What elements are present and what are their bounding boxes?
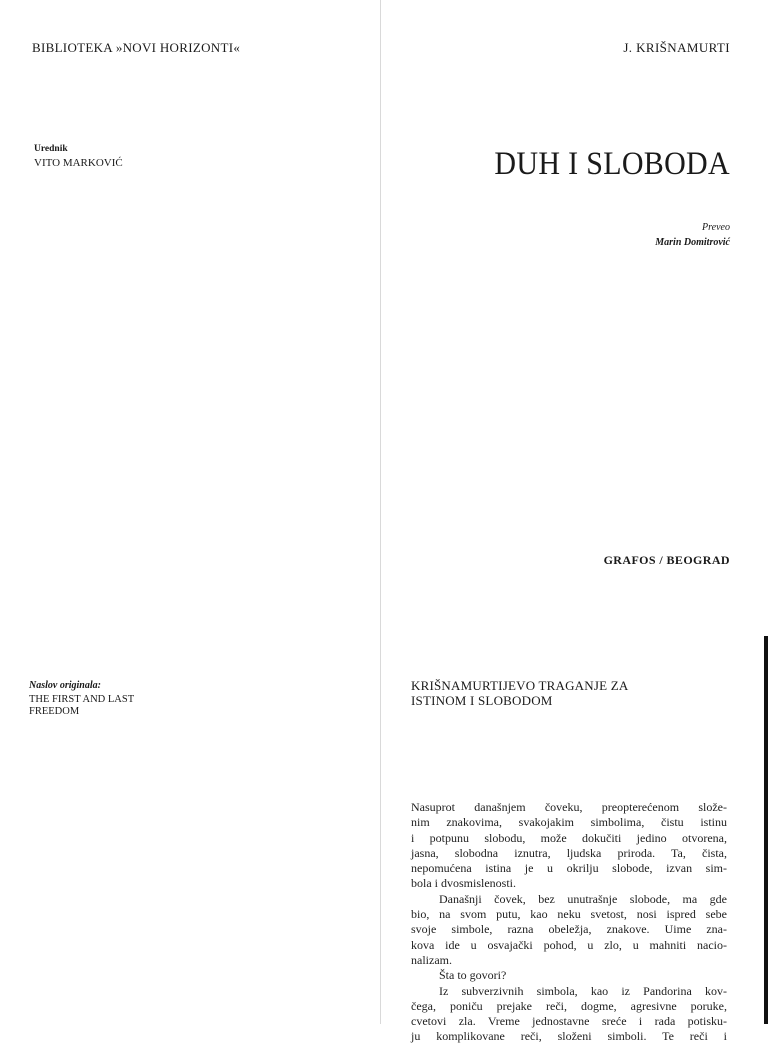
body-line: nalizam. (411, 952, 452, 967)
author-name: J. KRIŠNAMURTI (623, 40, 730, 55)
body-line: svoje simbole, razna obeležja, znakove. Uime zna- (411, 922, 727, 937)
body-line: bio, na svom putu, kao neku svetost, nosi ispred sebe (411, 907, 727, 922)
essay-title-line: KRIŠNAMURTIJEVO TRAGANJE ZA (411, 678, 629, 693)
body-line: nepomućena istina je u okrilju slobode, izvan sim- (411, 861, 727, 876)
book-title: DUH I SLOBODA (494, 146, 730, 182)
essay-body (411, 800, 727, 1045)
page-fold (380, 0, 381, 1024)
body-line: Nasuprot današnjem čoveku, preopterećenom slože- (411, 800, 727, 814)
translator-name: Marin Domitrović (655, 237, 730, 248)
translator-label: Preveo (702, 222, 730, 233)
body-line: jasna, slobodna iznutra, ljudska priroda. Ta, čista, (411, 845, 727, 860)
page-edge-shadow (764, 636, 768, 1024)
body-line: Iz subverzivnih simbola, kao iz Pandorina kov- (439, 983, 727, 998)
body-line: ju komplikovane reči, složeni simboli. Te reči i (411, 1029, 727, 1044)
body-line: kova ide u osvajački pohod, u zlo, u mahniti nacio- (411, 937, 727, 952)
body-line: i potpunu slobodu, može dokučiti jedino otvorena, (411, 830, 727, 845)
original-title-label: Naslov originala: (29, 680, 101, 691)
editor-label: Urednik (34, 144, 68, 154)
editor-name: VITO MARKOVIĆ (34, 157, 123, 169)
series-name: BIBLIOTEKA »NOVI HORIZONTI« (32, 40, 241, 55)
essay-title-line: ISTINOM I SLOBODOM (411, 693, 553, 708)
body-line: cvetovi zla. Vreme jednostavne sreće i rada potisku- (411, 1014, 727, 1029)
body-line: čega, poniču prejake reči, dogme, agresivne poruke, (411, 998, 727, 1013)
original-title: THE FIRST AND LAST FREEDOM (29, 694, 134, 717)
publisher: GRAFOS / BEOGRAD (603, 553, 730, 567)
body-line: bola i dvosmislenosti. (411, 876, 516, 891)
essay-title (411, 678, 628, 708)
body-line: Šta to govori? (439, 968, 507, 983)
body-line: Današnji čovek, bez unutrašnje slobode, ma gde (439, 891, 727, 906)
body-line: nim znakovima, svakojakim simbolima, čistu istinu (411, 815, 727, 830)
